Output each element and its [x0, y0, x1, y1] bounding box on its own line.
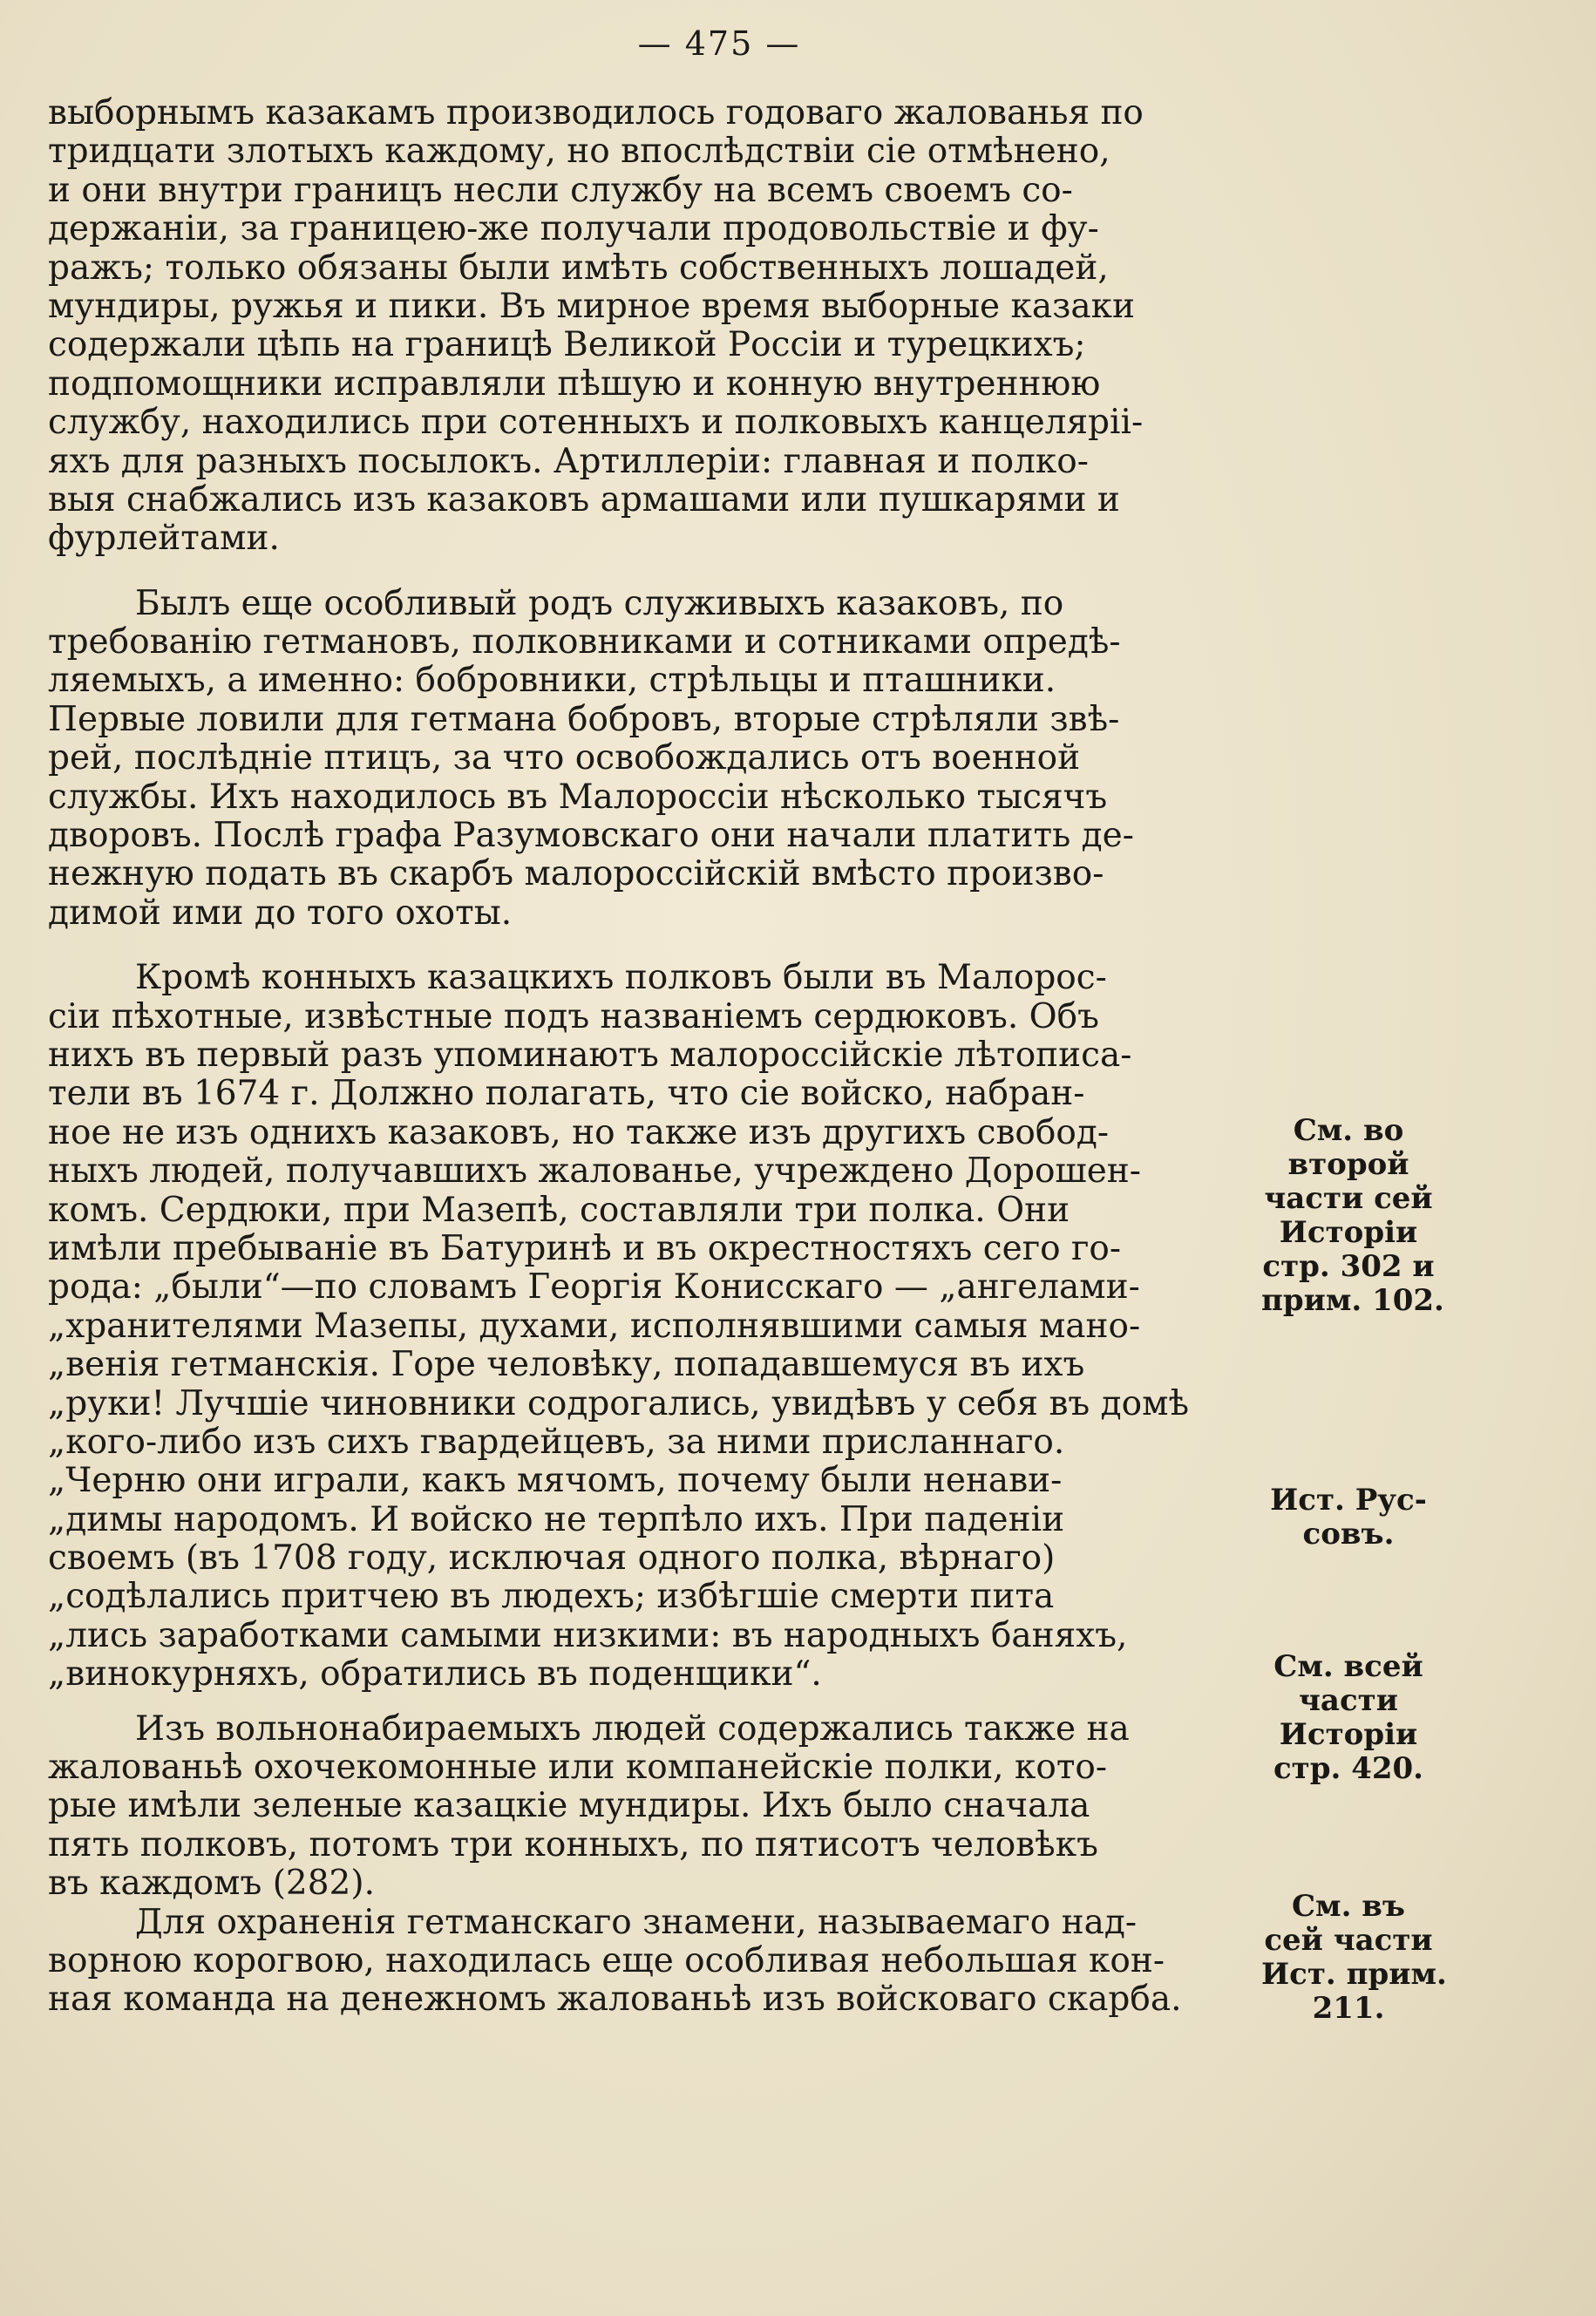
margin-note — [1261, 1650, 1436, 1786]
text-line: службу, находились при сотенныхъ и полковыхъ канцеляріі- — [48, 403, 1144, 443]
text-line: держаніи, за границею-же получали продовольствіе и фу- — [48, 209, 1099, 249]
text-line: сіи пѣхотные, извѣстные подъ названіемъ сердюковъ. Объ — [48, 996, 1099, 1036]
margin-note — [1261, 1113, 1444, 1318]
text-line: Первые ловили для гетмана бобровъ, вторые стрѣляли звѣ- — [48, 699, 1120, 739]
text-line: ляемыхъ, а именно: бобровники, стрѣльцы и пташники. — [48, 661, 1056, 701]
note-line: Ист. прим. — [1261, 1957, 1447, 1992]
text-line: рые имѣли зеленые казацкіе мундиры. Ихъ было сначала — [48, 1786, 1090, 1826]
note-line: второй — [1287, 1147, 1409, 1182]
text-line: Изъ вольнонабираемыхъ людей содержались также на — [135, 1708, 1130, 1749]
text-line: „димы народомъ. И войско не терпѣло ихъ. При паденіи — [48, 1499, 1065, 1539]
text-line: „руки! Лучшіе чиновники содрогались, увидѣвъ у себя въ домѣ — [48, 1383, 1189, 1423]
text-line: Кромѣ конныхъ казацкихъ полковъ были въ Малорос- — [135, 958, 1107, 998]
note-line: части — [1299, 1683, 1398, 1718]
text-line: тридцати злотыхъ каждому, но впослѣдствіи сіе отмѣнено, — [48, 132, 1110, 172]
text-line: жалованьѣ охочекомонные или компанейскіе полки, кото- — [48, 1748, 1108, 1788]
note-line: Ист. Рус- — [1270, 1483, 1427, 1518]
margin-note — [1261, 1484, 1436, 1552]
text-line: „кого-либо изъ сихъ гвардейцевъ, за ними присланнаго. — [48, 1422, 1065, 1462]
text-line: имѣли пребываніе въ Батуринѣ и въ окрестностяхъ сего го- — [48, 1228, 1122, 1268]
text-line: „хранителями Мазепы, духами, исполнявшими самыя мано- — [48, 1306, 1141, 1346]
paragraph — [48, 585, 1260, 934]
text-line: выя снабжались изъ казаковъ армашами или пушкарями и — [48, 479, 1120, 520]
paragraph — [48, 959, 1260, 1694]
text-line: выборнымъ казакамъ производилось годоваго жалованья по — [48, 93, 1144, 132]
note-line: сей части — [1264, 1923, 1433, 1958]
text-line: фурлейтами. — [48, 519, 280, 559]
text-line: яхъ для разныхъ посылокъ. Артиллеріи: главная и полко- — [48, 441, 1089, 481]
text-line: „Черню они играли, какъ мячомъ, почему были ненави- — [48, 1461, 1063, 1501]
main-text — [48, 94, 1260, 2020]
text-line: ная команда на денежномъ жалованьѣ изъ войсковаго скарба. — [48, 1980, 1182, 2020]
text-line: рода: „были“—по словамъ Георгія Конисскаго — „ангелами- — [48, 1267, 1140, 1307]
note-line: стр. 420. — [1273, 1751, 1424, 1786]
text-line: и они внутри границъ несли службу на всемъ своемъ со- — [48, 170, 1073, 210]
text-line: требованію гетмановъ, полковниками и сотниками опредѣ- — [48, 622, 1121, 662]
note-line: См. всей — [1273, 1649, 1423, 1684]
note-line: Исторіи — [1279, 1717, 1418, 1752]
note-line: См. во — [1293, 1113, 1404, 1148]
margin-note — [1261, 1889, 1447, 2026]
text-line: „лись заработками самыми низкими: въ народныхъ баняхъ, — [48, 1615, 1128, 1655]
text-line: въ каждомъ (282). — [48, 1864, 375, 1904]
text-line: ныхъ людей, получавшихъ жалованье, учреждено Дорошен- — [48, 1151, 1141, 1192]
text-line: пять полковъ, потомъ три конныхъ, по пятисотъ человѣкъ — [48, 1824, 1098, 1864]
note-line: См. въ — [1292, 1889, 1405, 1924]
note-line: стр. 302 и — [1262, 1249, 1435, 1284]
text-line: службы. Ихъ находилось въ Малороссіи нѣсколько тысячъ — [48, 777, 1108, 817]
paragraph — [48, 1904, 1260, 2020]
text-line: „винокурняхъ, обратились въ поденщики“. — [48, 1654, 822, 1695]
note-line: прим. 102. — [1261, 1283, 1444, 1318]
text-line: „венія гетманскія. Горе человѣку, попадавшемуся въ ихъ — [48, 1345, 1085, 1385]
text-line: рей, послѣдніе птицъ, за что освобождались отъ военной — [48, 738, 1081, 778]
paragraph — [48, 94, 1260, 559]
paragraph — [48, 1710, 1260, 1904]
text-line: комъ. Сердюки, при Мазепѣ, составляли три полка. Они — [48, 1190, 1070, 1230]
text-line: ное не изъ однихъ казаковъ, но также изъ другихъ свобод- — [48, 1112, 1110, 1152]
text-line: нежную подать въ скарбъ малороссійскій вмѣсто произво- — [48, 854, 1104, 894]
note-line: совъ. — [1302, 1517, 1395, 1552]
note-line: части сей — [1264, 1181, 1433, 1216]
note-line: Исторіи — [1279, 1215, 1418, 1250]
text-line: подпомощники исправляли пѣшую и конную внутреннюю — [48, 363, 1101, 404]
text-line: ворною корогвою, находилась еще особливая небольшая кон- — [48, 1940, 1165, 1980]
text-line: димой ими до того охоты. — [48, 893, 513, 933]
text-line: „содѣлались притчею въ людехъ; избѣгшіе смерти пита — [48, 1577, 1055, 1617]
text-line: Былъ еще особливый родъ служивыхъ казаковъ, по — [135, 583, 1064, 623]
text-line: нихъ въ первый разъ упоминаютъ малороссійскіе лѣтописа- — [48, 1035, 1132, 1075]
page-number: — 475 — — [637, 24, 801, 63]
text-line: ражъ; только обязаны были имѣть собственныхъ лошадей, — [48, 248, 1109, 288]
text-line: содержали цѣпь на границѣ Великой Россіи и турецкихъ; — [48, 325, 1086, 365]
text-line: Для охраненія гетманскаго знамени, называемаго над- — [135, 1902, 1138, 1942]
text-line: своемъ (въ 1708 году, исключая одного полка, вѣрнаго) — [48, 1538, 1056, 1579]
text-line: тели въ 1674 г. Должно полагать, что сіе войско, набран- — [48, 1074, 1085, 1114]
text-line: мундиры, ружья и пики. Въ мирное время выборные казаки — [48, 286, 1136, 326]
text-line: дворовъ. Послѣ графа Разумовскаго они начали платить де- — [48, 816, 1134, 856]
note-line: 211. — [1312, 1991, 1385, 2026]
